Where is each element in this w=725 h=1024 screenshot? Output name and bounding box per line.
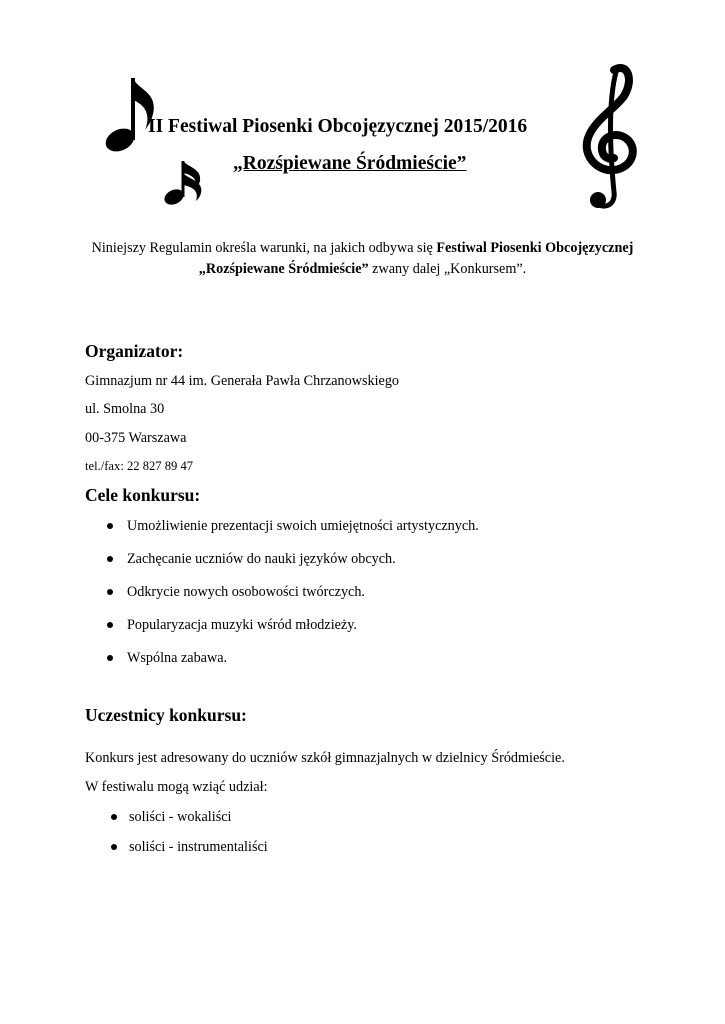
- organizer-phone: tel./fax: 22 827 89 47: [85, 459, 194, 473]
- organizer-city: 00-375 Warszawa: [85, 430, 187, 446]
- sixteenth-note-icon: [162, 157, 210, 209]
- list-item: Odkrycie nowych osobowości twórczych.: [107, 584, 365, 601]
- eighth-note-icon: [100, 70, 160, 160]
- page-title: II Festiwal Piosenki Obcojęzycznej 2015/2016: [148, 116, 528, 137]
- participants-heading: Uczestnicy konkursu:: [85, 705, 247, 725]
- treble-clef-icon: [572, 62, 648, 212]
- intro-festival-name: Festiwal Piosenki Obcojęzycznej „Rozśpiewane Śródmieście”: [198, 240, 634, 277]
- intro-paragraph: [85, 238, 640, 280]
- organizer-heading: Organizator:: [85, 341, 184, 361]
- goals-heading: Cele konkursu:: [85, 485, 201, 505]
- bullet-icon: [107, 589, 113, 595]
- list-item: Umożliwienie prezentacji swoich umiejętności artystycznych.: [107, 518, 479, 535]
- intro-text-end: zwany dalej „Konkursem”.: [368, 261, 527, 277]
- bullet-icon: [107, 556, 113, 562]
- list-item: Popularyzacja muzyki wśród młodzieży.: [107, 617, 357, 634]
- bullet-icon: [107, 655, 113, 661]
- list-item: soliści - instrumentaliści: [111, 839, 268, 856]
- participants-text: Konkurs jest adresowany do uczniów szkół gimnazjalnych w dzielnicy Śródmieście.: [85, 750, 565, 766]
- bullet-icon: [107, 523, 113, 529]
- list-item: soliści - wokaliści: [111, 809, 231, 826]
- organizer-street: ul. Smolna 30: [85, 401, 165, 417]
- bullet-icon: [107, 622, 113, 628]
- page-subtitle: „Rozśpiewane Śródmieście”: [233, 153, 467, 174]
- list-item: Zachęcanie uczniów do nauki języków obcych.: [107, 551, 396, 568]
- participants-intro: W festiwalu mogą wziąć udział:: [85, 779, 268, 795]
- intro-text: Niniejszy Regulamin określa warunki, na jakich odbywa się: [91, 240, 437, 256]
- bullet-icon: [111, 844, 117, 850]
- organizer-name: Gimnazjum nr 44 im. Generała Pawła Chrzanowskiego: [85, 373, 400, 389]
- bullet-icon: [111, 814, 117, 820]
- list-item: Wspólna zabawa.: [107, 650, 227, 667]
